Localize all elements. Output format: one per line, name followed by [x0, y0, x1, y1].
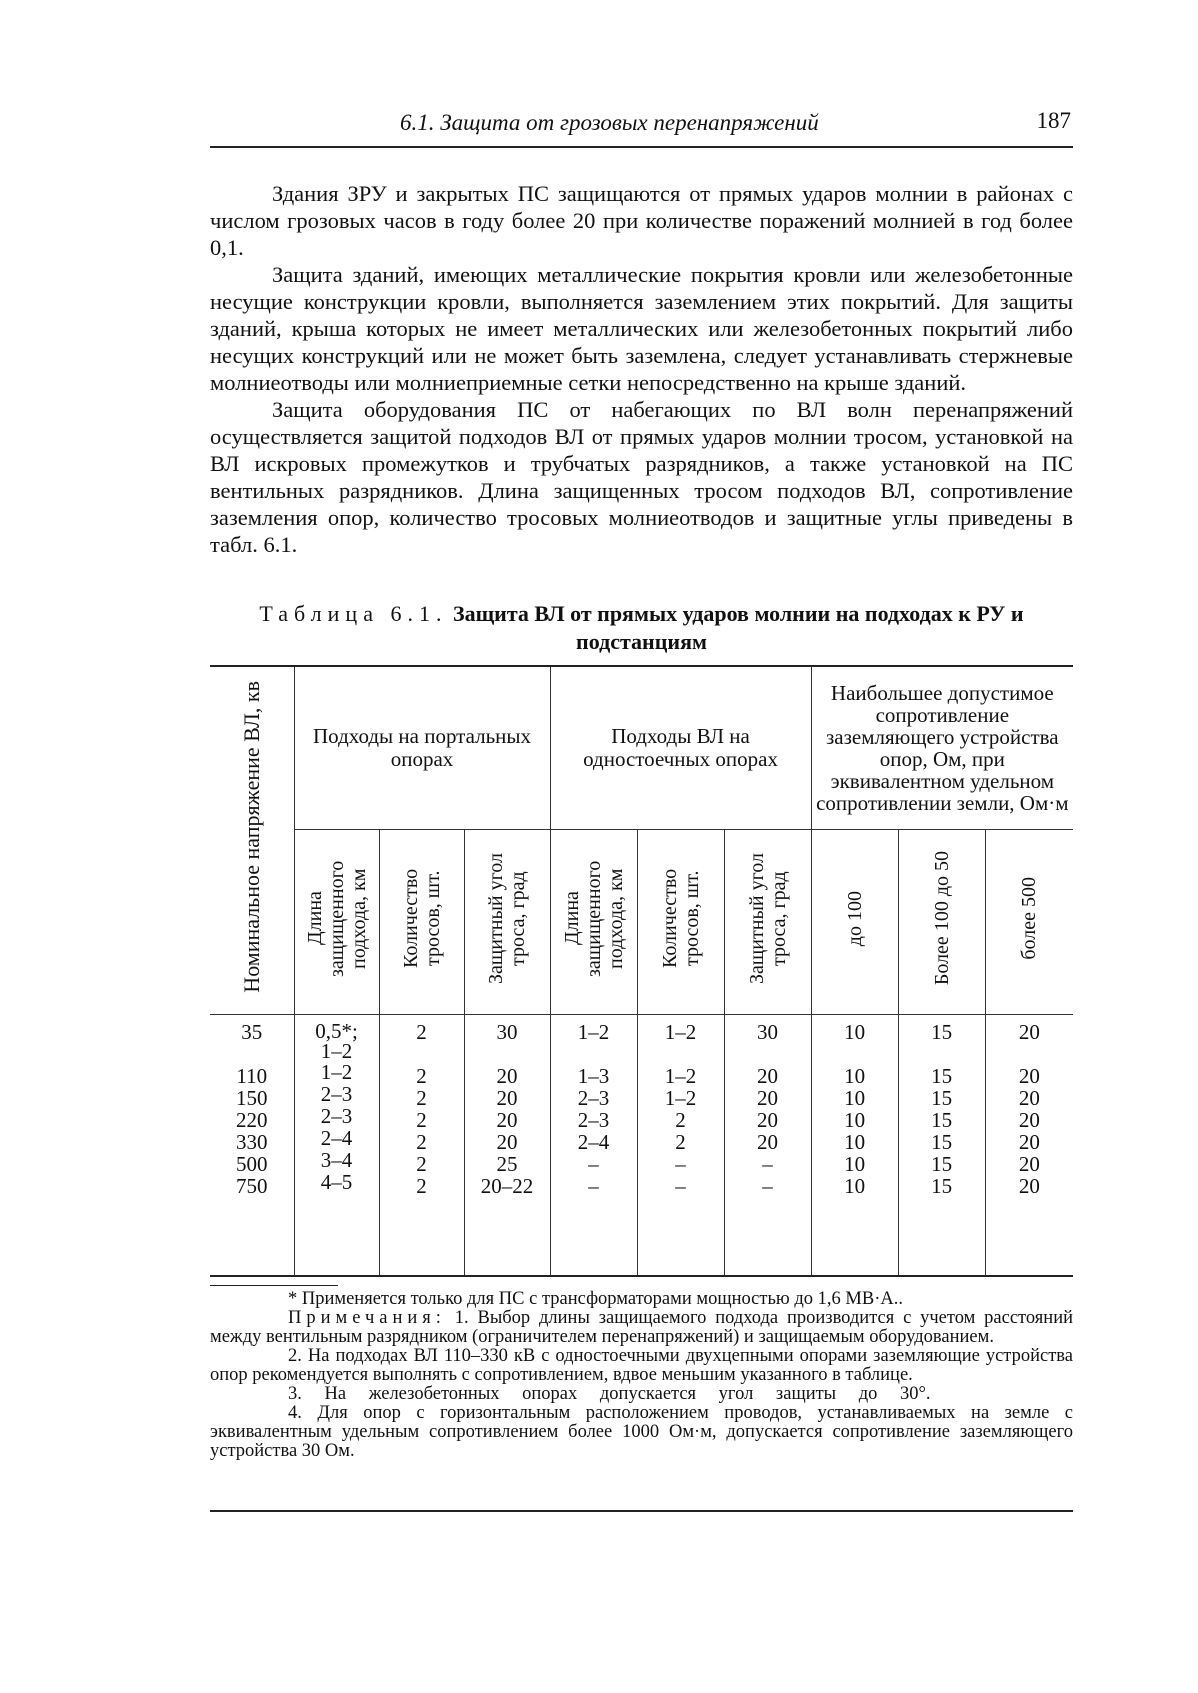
running-title: 6.1. Защита от грозовых перенапряжений [400, 110, 819, 135]
table-cell: 2–4 [577, 1129, 610, 1154]
res-1-list [812, 1065, 898, 1197]
table-cell: 20 [757, 1129, 779, 1154]
header-single-angle [724, 829, 811, 1014]
table-cell: 2 [416, 1173, 427, 1198]
table-cell: 20 [1018, 1085, 1040, 1110]
table-cell: 4–5 [320, 1169, 353, 1194]
portal-length-list [295, 1061, 379, 1193]
portal-angle-list [465, 1065, 550, 1197]
header-res-over-500-text: более 500 [1018, 877, 1041, 960]
header-resistance-group: Наибольшее допустимое сопротивление заземляющего устройства опор, Ом, при эквивалентном удельном сопротивлении земли, Ом·м [811, 666, 1073, 829]
single-count-list [638, 1065, 724, 1197]
table-cell: 20 [757, 1107, 779, 1132]
table-cell: 1–2 [320, 1059, 353, 1084]
table-cell: 20 [1018, 1107, 1040, 1132]
header-res-up-to-100-text: до 100 [843, 890, 866, 947]
res-2-list [899, 1065, 985, 1197]
table-cell: 3–4 [320, 1147, 353, 1172]
row-35-portal-angle: 30 [496, 1019, 518, 1044]
column-res-over-500 [985, 1014, 1073, 1276]
notes-label: Примечания: [288, 1308, 446, 1328]
table-cell: 1–2 [664, 1085, 697, 1110]
row-35-single-length: 1–2 [577, 1019, 610, 1044]
table-cell: 20 [1018, 1173, 1040, 1198]
table-cell: 2 [416, 1063, 427, 1088]
column-portal-length [294, 1014, 379, 1276]
table-cell: 2–3 [320, 1103, 353, 1128]
table-cell: 20 [496, 1129, 518, 1154]
header-portal-count [379, 829, 464, 1014]
row-35-res-2: 15 [931, 1019, 953, 1044]
table-cell: 2 [416, 1107, 427, 1132]
note-4: 4. Для опор с горизонтальным расположением проводов, устанавливаемых на земле с эквивалентным удельным сопротивлением более 1000 Ом·м, допускается сопротивление заземляющего устройства 30 Ом. [210, 1403, 1073, 1461]
table-cell: 15 [931, 1085, 953, 1110]
table-cell: 110 [236, 1063, 268, 1088]
bottom-rule [210, 1510, 1073, 1512]
table-cell: 500 [236, 1151, 268, 1176]
table-cell: 15 [931, 1107, 953, 1132]
protection-table [210, 665, 1073, 1277]
header-single-count [637, 829, 724, 1014]
table-caption [210, 600, 1073, 656]
column-single-angle [724, 1014, 811, 1276]
row-35-res-1: 10 [844, 1019, 866, 1044]
header-voltage [210, 666, 294, 1014]
single-angle-list [725, 1065, 811, 1197]
table-cell: 2 [416, 1129, 427, 1154]
header-portal-length-text: Длина защищенного подхода, км [303, 860, 370, 977]
body-text [210, 180, 1073, 558]
row-35-res-3: 20 [1018, 1019, 1040, 1044]
table-cell: – [762, 1151, 773, 1176]
row-35-single-angle: 30 [757, 1019, 779, 1044]
table-cell: 20 [496, 1085, 518, 1110]
note-1 [210, 1309, 1073, 1347]
paragraph-3: Защита оборудования ПС от набегающих по ВЛ волн перенапряжений осуществляется защитой подходов ВЛ от прямых ударов молнии тросом, установкой на ВЛ искровых промежутков и трубчатых разрядников, а также установкой на ПС вентильных разрядников. Длина защищенных тросом подходов ВЛ, сопротивление заземления опор, количество тросовых молниеотводов и защитные углы приведены в табл. 6.1. [210, 397, 1073, 557]
header-portal-count-text: Количество тросов, шт. [399, 868, 444, 969]
note-3: 3. На железобетонных опорах допускается угол защиты до 30°. [288, 1384, 931, 1404]
table-cell: 750 [236, 1173, 268, 1198]
table-cell: – [588, 1173, 599, 1198]
column-voltage [210, 1014, 294, 1276]
header-portal-angle-text: Защитный угол троса, град [485, 853, 530, 985]
table-cell: 2–3 [577, 1107, 610, 1132]
note-1-text: 1. Выбор длины защищаемого подхода производится с учетом расстояний между вентильным разрядником (ограничителем перенапряжений) и защищаемым оборудованием. [210, 1308, 1073, 1347]
portal-count-list [380, 1065, 464, 1197]
table-cell: 10 [844, 1085, 866, 1110]
column-portal-angle [464, 1014, 550, 1276]
table-cell: 220 [236, 1107, 268, 1132]
table-cell: – [675, 1151, 686, 1176]
header-res-over-500 [985, 829, 1073, 1014]
table-cell: 1–2 [664, 1063, 697, 1088]
table-cell: 2–4 [320, 1125, 353, 1150]
res-3-list [986, 1065, 1074, 1197]
table-cell: 15 [931, 1063, 953, 1088]
table-cell: 330 [236, 1129, 268, 1154]
table-cell: 20 [757, 1085, 779, 1110]
column-portal-count [379, 1014, 464, 1276]
table-cell: 1–3 [577, 1063, 610, 1088]
page-number: 187 [1036, 108, 1071, 133]
table-caption-label: Таблица 6.1. [259, 601, 448, 626]
column-res-100-500 [898, 1014, 985, 1276]
table-cell: – [762, 1173, 773, 1198]
row-35-voltage: 35 [241, 1019, 263, 1044]
table-cell: 25 [496, 1151, 518, 1176]
table-cell: 20–22 [480, 1173, 534, 1198]
header-portal-angle [464, 829, 550, 1014]
column-single-length [550, 1014, 637, 1276]
header-portal-group: Подходы на портальных опорах [294, 666, 550, 829]
table-cell: 2–3 [577, 1085, 610, 1110]
table-cell: 20 [496, 1063, 518, 1088]
table-cell: – [675, 1173, 686, 1198]
header-single-group: Подходы ВЛ на одностоечных опорах [550, 666, 811, 829]
header-res-up-to-100 [811, 829, 898, 1014]
running-header [210, 106, 1073, 148]
table-cell: 10 [844, 1107, 866, 1132]
header-voltage-text: Номинальное напряжение ВЛ, кв [238, 681, 264, 994]
header-single-length-text: Длина защищенного подхода, км [560, 860, 627, 977]
header-single-count-text: Количество тросов, шт. [658, 868, 703, 969]
table-cell: 20 [496, 1107, 518, 1132]
table-cell: 15 [931, 1151, 953, 1176]
table-cell: 20 [1018, 1063, 1040, 1088]
footnote-star: * Применяется только для ПС с трансформаторами мощностью до 1,6 МВ·А.. [288, 1289, 903, 1309]
note-2: 2. На подходах ВЛ 110–330 кВ с одностоечными двухцепными опорами заземляющие устройства опор рекомендуется выполнять с сопротивлением, вдвое меньшим указанного в таблице. [210, 1346, 1073, 1385]
voltage-list [210, 1065, 294, 1197]
footnotes [210, 1285, 1073, 1461]
row-35-single-count: 1–2 [664, 1019, 697, 1044]
table-cell: 2 [416, 1085, 427, 1110]
table-cell: 15 [931, 1173, 953, 1198]
table-cell: 2 [675, 1129, 686, 1154]
header-single-angle-text: Защитный угол троса, град [745, 853, 790, 985]
table-cell: 2 [675, 1107, 686, 1132]
header-portal-length [294, 829, 379, 1014]
row-35-portal-count: 2 [416, 1019, 427, 1044]
table-cell: 2 [416, 1151, 427, 1176]
table-cell: 10 [844, 1173, 866, 1198]
paragraph-2: Защита зданий, имеющих металлические покрытия кровли или железобетонные несущие конструкции кровли, выполняется заземлением этих покрытий. Для защиты зданий, крыша которых не имеет металлических или железобетонных покрытий либо несущих конструкций или не может быть заземлена, следует устанавливать стержневые молниеотводы или молниеприемные сетки непосредственно на крыше зданий. [210, 262, 1073, 395]
table-cell: 20 [757, 1063, 779, 1088]
table-cell: 10 [844, 1063, 866, 1088]
table-cell: 150 [236, 1085, 268, 1110]
paragraph-1: Здания ЗРУ и закрытых ПС защищаются от прямых ударов молнии в районах с числом грозовых часов в году более 20 при количестве поражений молнией в год более 0,1. [210, 181, 1073, 260]
table-cell: 20 [1018, 1129, 1040, 1154]
table-cell: – [588, 1151, 599, 1176]
header-res-100-500-text: Более 100 до 50 [930, 851, 953, 986]
single-length-list [551, 1065, 637, 1197]
table-caption-title: Защита ВЛ от прямых ударов молнии на подходах к РУ и подстанциям [452, 601, 1024, 654]
header-res-100-500 [898, 829, 985, 1014]
table-cell: 15 [931, 1129, 953, 1154]
table-cell: 10 [844, 1129, 866, 1154]
row-35-portal-length: 0,5*; 1–2 [315, 1018, 358, 1063]
header-single-length [550, 829, 637, 1014]
column-single-count [637, 1014, 724, 1276]
table-cell: 20 [1018, 1151, 1040, 1176]
table-cell: 2–3 [320, 1081, 353, 1106]
footnote-rule [210, 1285, 338, 1286]
table-cell: 10 [844, 1151, 866, 1176]
column-res-up-to-100 [811, 1014, 898, 1276]
